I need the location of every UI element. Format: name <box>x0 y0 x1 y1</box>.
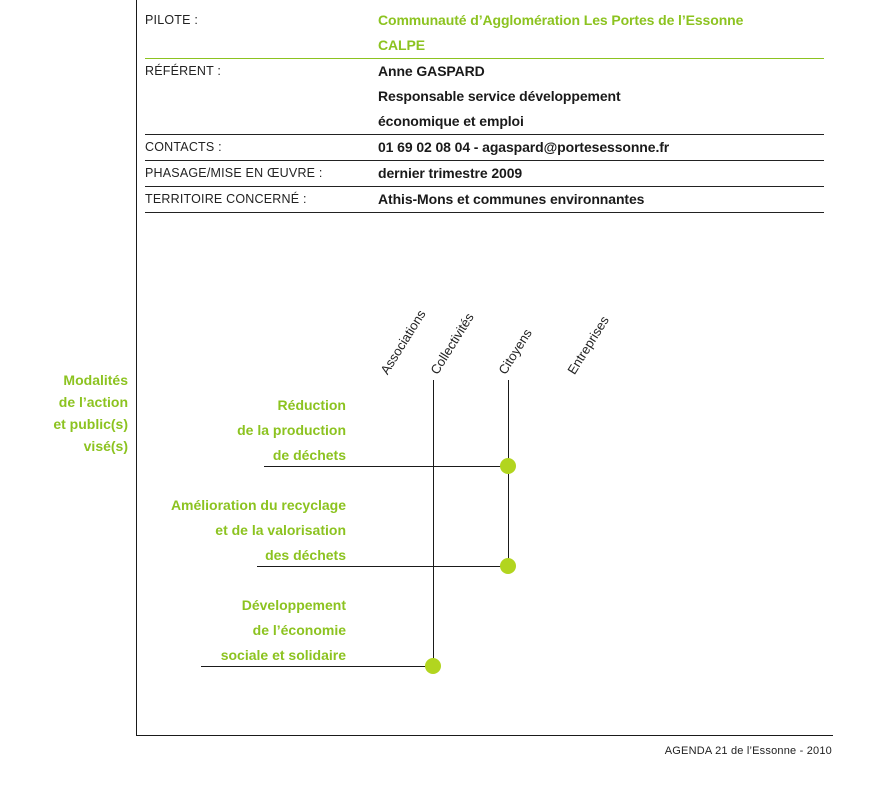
action-line: de l’économie <box>252 622 346 638</box>
phasage-value: dernier trimestre 2009 <box>378 165 523 181</box>
pilote-label: PILOTE : <box>145 13 199 27</box>
row-territoire <box>145 187 824 212</box>
referent-label: RÉFÉRENT : <box>145 64 222 78</box>
action-line: de déchets <box>272 447 346 463</box>
action-line: et de la valorisation <box>215 522 346 538</box>
action-line: Développement <box>241 597 346 613</box>
side-title-line: Modalités <box>63 372 128 388</box>
pilote-value-line1: Communauté d’Agglomération Les Portes de l’Essonne <box>378 12 744 28</box>
territoire-label: TERRITOIRE CONCERNÉ : <box>145 192 307 206</box>
referent-value-line1: Anne GASPARD <box>378 63 485 79</box>
column-line-collectivites <box>433 380 434 666</box>
matrix-side-title <box>20 369 128 457</box>
info-table <box>145 8 824 213</box>
separator <box>145 212 824 213</box>
target-dot-citoyens <box>500 458 516 474</box>
column-label-associations: Associations <box>377 307 429 377</box>
frame-bottom-border <box>136 735 833 736</box>
phasage-label: PHASAGE/MISE EN ŒUVRE : <box>145 166 323 180</box>
referent-value-line2: Responsable service développement <box>378 88 621 104</box>
column-label-collectivites: Collectivités <box>427 310 477 377</box>
pilote-value-line2: CALPE <box>378 37 425 53</box>
action-line: des déchets <box>265 547 346 563</box>
action-economie-sociale <box>221 593 346 668</box>
referent-value <box>378 59 824 134</box>
action-line: sociale et solidaire <box>220 647 346 663</box>
referent-value-line3: économique et emploi <box>378 113 524 129</box>
page-footer: AGENDA 21 de l’Essonne - 2010 <box>664 745 832 757</box>
row-phasage <box>145 161 824 186</box>
row-pilote <box>145 8 824 58</box>
action-line-economie-sociale <box>201 666 433 667</box>
frame-left-border <box>136 0 137 736</box>
row-referent <box>145 59 824 134</box>
contacts-label: CONTACTS : <box>145 140 222 154</box>
action-recyclage <box>171 493 346 568</box>
side-title-line: et public(s) <box>53 416 128 432</box>
action-line-recyclage <box>257 566 508 567</box>
column-label-entreprises: Entreprises <box>564 313 612 377</box>
action-line: de la production <box>237 422 346 438</box>
row-contacts <box>145 135 824 160</box>
pilote-value <box>378 8 824 58</box>
action-reduction <box>237 393 346 468</box>
action-line: Réduction <box>277 397 346 413</box>
action-line: Amélioration du recyclage <box>170 497 346 513</box>
target-dot-citoyens <box>500 558 516 574</box>
territoire-value: Athis-Mons et communes environnantes <box>378 191 645 207</box>
column-label-citoyens: Citoyens <box>495 326 535 377</box>
target-dot-collectivites <box>425 658 441 674</box>
action-line-reduction <box>264 466 508 467</box>
side-title-line: de l’action <box>58 394 128 410</box>
side-title-line: visé(s) <box>83 438 128 454</box>
contacts-value: 01 69 02 08 04 - agaspard@portesessonne.fr <box>378 139 670 155</box>
